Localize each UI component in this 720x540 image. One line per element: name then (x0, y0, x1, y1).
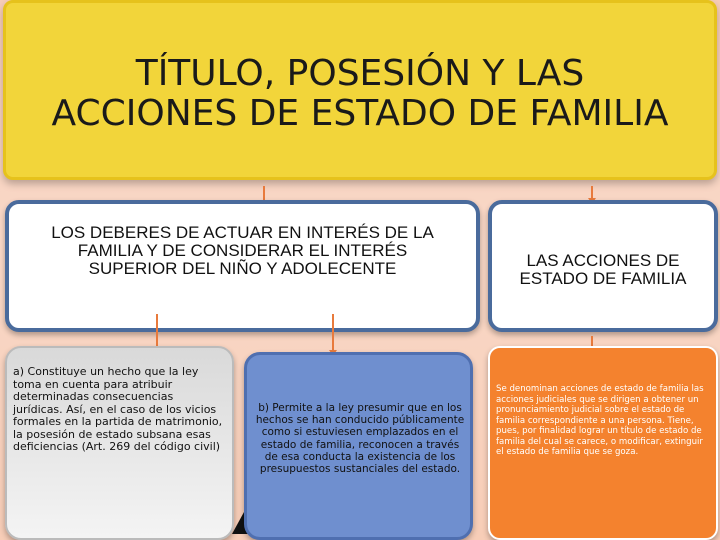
arrow-deberes-to-card-b (332, 314, 334, 352)
card-c (488, 346, 718, 540)
deberes-text: LOS DEBERES DE ACTUAR EN INTERÉS DE LA FAMILIA Y DE CONSIDERAR EL INTERÉS SUPERIOR DEL NIÑO Y ADOLECENTE (51, 223, 434, 278)
card-b-text: b) Permite a la ley presumir que en los hechos se han conducido públicamente como si estuviesen emplazados en el estado de familia, reconocen a través de esa conducta la existencia de los presupuestos sustanciales del estado. (255, 402, 465, 476)
card-a (5, 346, 234, 540)
card-b (244, 352, 473, 540)
card-c-text: Se denominan acciones de estado de familia las acciones judiciales que se dirigen a obtener un pronunciamiento judicial sobre el estado de familia correspondiente a una persona. Tiene, pues, por finalidad lograr un título de estado de familia del cual se carece, o modificar, extinguir el estado de familia que se goza. (496, 384, 704, 457)
acciones-text: LAS ACCIONES DE ESTADO DE FAMILIA (519, 251, 687, 288)
page-title (52, 46, 669, 134)
arrow-title-to-acciones (591, 186, 593, 200)
card-a-text: a) Constituye un hecho que la ley toma en cuenta para atribuir determinadas consecuencias jurídicas. Así, en el caso de los vicios formales en la partida de matrimonio, la posesión de estado subsana esas deficiencias (Art. 269 del código civil) (13, 365, 223, 453)
arrow-deberes-to-card-a (156, 314, 158, 348)
title-line-1: TÍTULO, POSESIÓN Y LAS (135, 53, 585, 94)
title-box (3, 0, 717, 180)
deberes-box (5, 200, 480, 332)
title-line-2: ACCIONES DE ESTADO DE FAMILIA (51, 93, 669, 134)
acciones-box (488, 200, 718, 332)
